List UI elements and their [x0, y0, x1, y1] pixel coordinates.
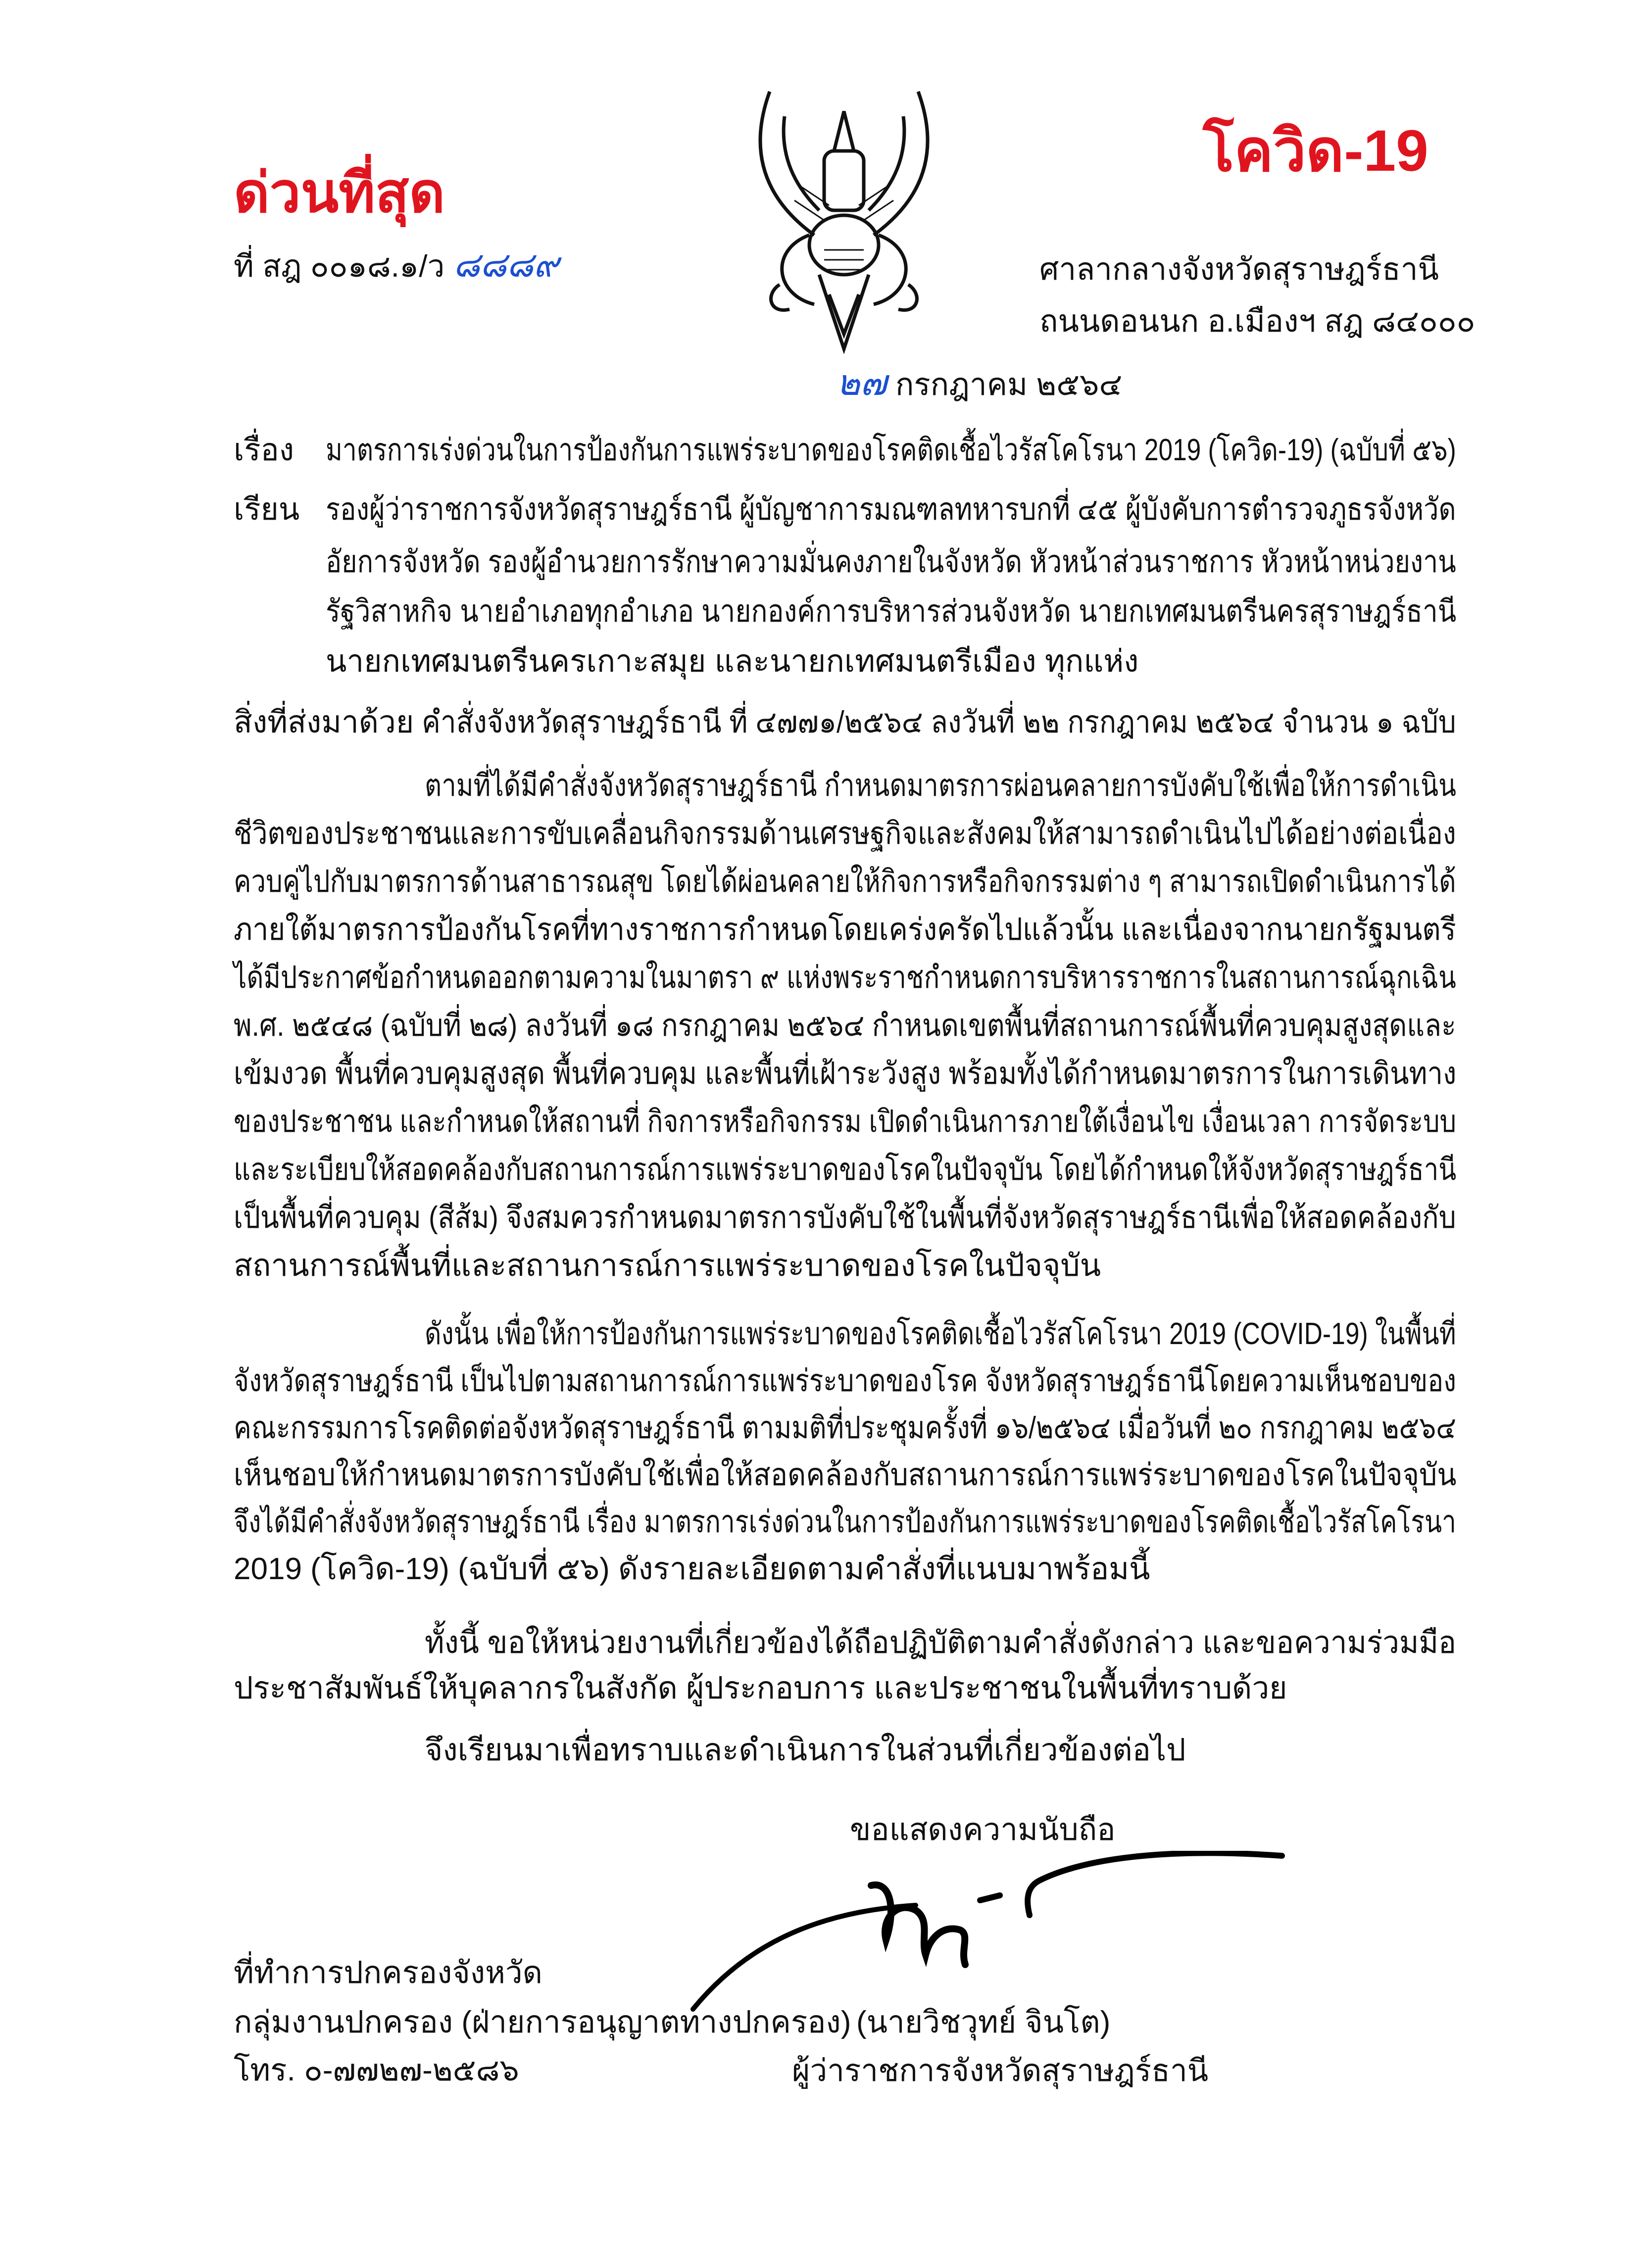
subject-text: มาตรการเร่งด่วนในการป้องกันการแพร่ระบาดของโรคติดเชื้อไวรัสโคโรนา 2019 (โควิด-19) (ฉบับที่ ๕๖) [326, 433, 1456, 467]
recipient-line: รัฐวิสาหกิจ นายอำเภอทุกอำเภอ นายกองค์การบริหารส่วนจังหวัด นายกเทศมนตรีนครสุราษฎร์ธานี [326, 594, 1457, 628]
paragraph-2-line: ดังนั้น เพื่อให้การป้องกันการแพร่ระบาดของโรคติดเชื้อไวรัสโคโรนา 2019 (COVID-19) ในพื้นที่ [425, 1317, 1456, 1351]
paragraph-1-line: ภายใต้มาตรการป้องกันโรคที่ทางราชการกำหนดโดยเคร่งครัดไปแล้วนั้น และเนื่องจากนายกรัฐมนตรี [234, 913, 1456, 947]
recipient-line: รองผู้ว่าราชการจังหวัดสุราษฎร์ธานี ผู้บัญชาการมณฑลทหารบกที่ ๔๕ ผู้บังคับการตำรวจภูธรจังหวัด [326, 492, 1456, 527]
covid-tag: โควิด-19 [1203, 118, 1429, 184]
footer-department: ที่ทำการปกครองจังหวัด [234, 1956, 542, 1990]
handwritten-date-day: ๒๗ [837, 362, 887, 403]
enclosure-label: สิ่งที่ส่งมาด้วย [234, 705, 414, 739]
subject-label: เรื่อง [234, 433, 295, 467]
paragraph-2-line: จึงได้มีคำสั่งจังหวัดสุราษฎร์ธานี เรื่อง มาตรการเร่งด่วนในการป้องกันการแพร่ระบาดของโรคติดเชื้อไวรัสโคโรนา [234, 1505, 1456, 1539]
paragraph-2-line: จังหวัดสุราษฎร์ธานี เป็นไปตามสถานการณ์การแพร่ระบาดของโรค จังหวัดสุราษฎร์ธานีโดยความเห็นชอบของ [234, 1364, 1456, 1398]
enclosure-text: คำสั่งจังหวัดสุราษฎร์ธานี ที่ ๔๗๗๑/๒๕๖๔ ลงวันที่ ๒๒ กรกฎาคม ๒๕๖๔ จำนวน ๑ ฉบับ [422, 705, 1456, 739]
paragraph-1-line: เข้มงวด พื้นที่ควบคุมสูงสุด พื้นที่ควบคุม และพื้นที่เฝ้าระวังสูง พร้อมทั้งได้กำหนดมาตรการในการเดินทาง [234, 1057, 1457, 1091]
urgency-label: ด่วนที่สุด [234, 162, 445, 224]
paragraph-1-line: และระเบียบให้สอดคล้องกับสถานการณ์การแพร่ระบาดของโรคในปัจจุบัน โดยได้กำหนดให้จังหวัดสุราษฎร์ธานี [234, 1153, 1457, 1187]
paragraph-2-line: 2019 (โควิด-19) (ฉบับที่ ๕๖) ดังรายละเอียดตามคำสั่งที่แนบมาพร้อมนี้ [234, 1552, 1150, 1586]
footer-division: กลุ่มงานปกครอง (ฝ่ายการอนุญาตทางปกครอง) [234, 2005, 851, 2039]
closing-request: จึงเรียนมาเพื่อทราบและดำเนินการในส่วนที่เกี่ยวข้องต่อไป [425, 1733, 1186, 1767]
letter-date [837, 360, 1122, 405]
reference-number [234, 242, 559, 287]
signer-name: (นายวิชวุทย์ จินโต) [856, 2005, 1111, 2039]
paragraph-1-line: ของประชาชน และกำหนดให้สถานที่ กิจการหรือกิจกรรม เปิดดำเนินการภายใต้เงื่อนไข เงื่อนเวลา การจัดระบบ [234, 1105, 1457, 1139]
footer-phone: โทร. ๐-๗๗๒๗-๒๕๘๖ [234, 2053, 519, 2087]
paragraph-1-line: สถานการณ์พื้นที่และสถานการณ์การแพร่ระบาดของโรคในปัจจุบัน [234, 1249, 1101, 1283]
recipient-line: อัยการจังหวัด รองผู้อำนวยการรักษาความมั่นคงภายในจังหวัด หัวหน้าส่วนราชการ หัวหน้าหน่วยงาน [326, 545, 1456, 579]
recipient-label: เรียน [234, 492, 300, 527]
paragraph-2-line: คณะกรรมการโรคติดต่อจังหวัดสุราษฎร์ธานี ตามมติที่ประชุมครั้งที่ ๑๖/๒๕๖๔ เมื่อวันที่ ๒๐ กรกฎาคม ๒๕๖๔ [234, 1411, 1456, 1445]
reference-prefix: ที่ สฎ ๐๐๑๘.๑/ว [234, 249, 445, 284]
paragraph-1-line: ควบคู่ไปกับมาตรการด้านสาธารณสุข โดยได้ผ่อนคลายให้กิจการหรือกิจกรรมต่าง ๆ สามารถเปิดดำเนินการได้ [234, 865, 1456, 899]
handwritten-signature [683, 1851, 1302, 2014]
paragraph-1-line: ตามที่ได้มีคำสั่งจังหวัดสุราษฎร์ธานี กำหนดมาตรการผ่อนคลายการบังคับใช้เพื่อให้การดำเนิน [425, 769, 1457, 803]
paragraph-1-line: ได้มีประกาศข้อกำหนดออกตามความในมาตรา ๙ แห่งพระราชกำหนดการบริหารราชการในสถานการณ์ฉุกเฉิน [234, 961, 1456, 995]
recipient-line: นายกเทศมนตรีนครเกาะสมุย และนายกเทศมนตรีเมือง ทุกแห่ง [326, 644, 1139, 678]
date-month-year: กรกฎาคม ๒๕๖๔ [895, 368, 1123, 402]
signer-position: ผู้ว่าราชการจังหวัดสุราษฎร์ธานี [792, 2054, 1209, 2088]
handwritten-reference-number: ๘๘๘๙ [453, 244, 559, 285]
office-address: ถนนดอนนก อ.เมืองฯ สฎ ๘๔๐๐๐ [1039, 304, 1476, 338]
paragraph-2-line: เห็นชอบให้กำหนดมาตรการบังคับใช้เพื่อให้สอดคล้องกับสถานการณ์การแพร่ระบาดของโรคในปัจจุบัน [234, 1458, 1457, 1492]
closing-salutation: ขอแสดงความนับถือ [850, 1813, 1116, 1847]
office-name: ศาลากลางจังหวัดสุราษฎร์ธานี [1039, 252, 1439, 287]
paragraph-3-line: ทั้งนี้ ขอให้หน่วยงานที่เกี่ยวข้องได้ถือปฏิบัติตามคำสั่งดังกล่าว และขอความร่วมมือ [425, 1626, 1457, 1660]
paragraph-1-line: พ.ศ. ๒๕๔๘ (ฉบับที่ ๒๘) ลงวันที่ ๑๘ กรกฎาคม ๒๕๖๔ กำหนดเขตพื้นที่สถานการณ์พื้นที่ควบคุมสูงสุดและ [234, 1009, 1456, 1043]
paragraph-1-line: เป็นพื้นที่ควบคุม (สีส้ม) จึงสมควรกำหนดมาตรการบังคับใช้ในพื้นที่จังหวัดสุราษฎร์ธานีเพื่อให้สอดคล้องกับ [234, 1201, 1456, 1235]
paragraph-1-line: ชีวิตของประชาชนและการขับเคลื่อนกิจกรรมด้านเศรษฐกิจและสังคมให้สามารถดำเนินไปได้อย่างต่อเนื่อง [234, 817, 1456, 851]
garuda-emblem [740, 87, 948, 354]
paragraph-3-line: ประชาสัมพันธ์ให้บุคลากรในสังกัด ผู้ประกอบการ และประชาชนในพื้นที่ทราบด้วย [234, 1671, 1287, 1705]
